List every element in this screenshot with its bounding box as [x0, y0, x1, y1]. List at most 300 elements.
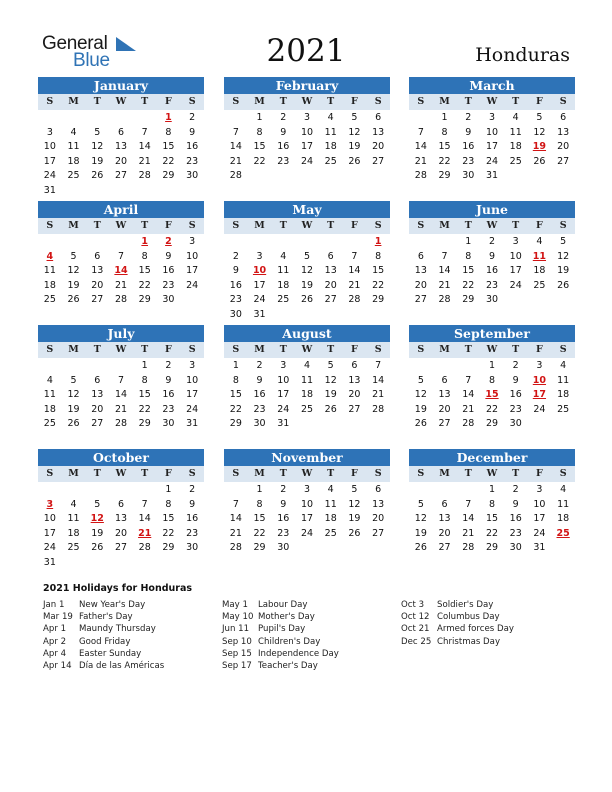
day-cell: 12: [91, 141, 104, 152]
weekday-header: [38, 94, 204, 110]
weekday-label: W: [301, 220, 313, 231]
weekday-header: [224, 466, 390, 482]
holiday-row: [222, 648, 339, 660]
day-cell: 12: [67, 265, 80, 276]
holiday-date: Oct 21: [401, 624, 430, 635]
holiday-row: [222, 636, 339, 648]
day-cell: 19: [67, 279, 80, 291]
day-cell: 30: [162, 418, 175, 429]
day-cell: 2: [465, 112, 472, 123]
day-grid: [409, 111, 575, 184]
day-cell: 11: [277, 265, 290, 276]
empty-day-cell: [409, 111, 433, 126]
day-cell: 2: [189, 112, 196, 123]
day-cell: 8: [165, 126, 172, 138]
day-cell: 7: [117, 250, 125, 262]
day-cell: 22: [253, 527, 266, 539]
day-cell: 23: [162, 279, 175, 291]
empty-day-cell: [319, 235, 343, 250]
empty-day-cell: [433, 359, 457, 374]
weekday-label: T: [93, 344, 101, 355]
holiday-name: Children's Day: [258, 636, 321, 647]
weekday-label: T: [327, 96, 335, 107]
day-cell: 31: [253, 308, 266, 320]
day-cell: 20: [91, 279, 104, 291]
weekday-label: S: [374, 220, 382, 231]
day-cell: 7: [232, 126, 239, 138]
day-cell: 27: [114, 170, 128, 181]
day-cell: 16: [277, 513, 290, 524]
day-cell: 20: [114, 155, 128, 167]
day-cell: 3: [536, 360, 543, 371]
weekday-label: F: [536, 468, 543, 479]
weekday-label: S: [417, 468, 425, 479]
day-cell: 22: [485, 403, 499, 415]
holiday-column: [401, 599, 514, 648]
day-cell: 1: [441, 112, 448, 123]
logo-text-blue: Blue: [73, 50, 110, 71]
weekday-label: W: [115, 96, 127, 107]
holiday-date: Mar 19: [43, 612, 73, 623]
day-cell: 16: [162, 389, 175, 400]
empty-day-cell: [133, 111, 157, 126]
day-cell: 8: [165, 498, 172, 510]
weekday-label: W: [115, 220, 127, 231]
empty-day-cell: [109, 111, 133, 126]
day-cell: 30: [509, 418, 522, 429]
holiday-row: [43, 599, 164, 611]
weekday-label: F: [536, 220, 543, 231]
day-cell: 10: [186, 250, 199, 262]
day-cell: 3: [189, 360, 196, 371]
weekday-label: S: [46, 220, 54, 231]
day-cell: 6: [94, 374, 101, 386]
day-cell: 26: [557, 279, 570, 291]
weekday-label: F: [536, 344, 543, 355]
day-cell: 10: [300, 126, 314, 138]
day-cell: 26: [300, 294, 314, 305]
day-grid: [38, 359, 204, 432]
holiday-row: [401, 611, 514, 623]
day-cell: 13: [348, 374, 361, 386]
month-title: July: [38, 325, 204, 342]
holiday-date: May 10: [222, 612, 254, 623]
day-cell: 9: [512, 374, 519, 386]
day-cell: 12: [324, 374, 337, 386]
day-cell: 7: [465, 374, 472, 386]
day-cell: 15: [372, 265, 385, 276]
holiday-date: Apr 2: [43, 636, 67, 647]
holiday-day-cell: 25: [556, 527, 570, 539]
day-cell: 2: [512, 360, 519, 371]
holiday-date: Oct 3: [401, 600, 425, 610]
holiday-name: Teacher's Day: [258, 660, 318, 671]
weekday-label: T: [464, 468, 472, 479]
day-cell: 11: [43, 389, 56, 400]
day-cell: 23: [485, 279, 499, 291]
weekday-label: S: [46, 96, 54, 107]
holiday-name: Father's Day: [79, 612, 133, 623]
day-cell: 30: [277, 542, 290, 553]
weekday-label: M: [439, 344, 450, 355]
day-cell: 10: [533, 498, 546, 510]
empty-day-cell: [85, 359, 109, 374]
weekday-label: T: [93, 220, 101, 231]
month-april: [38, 201, 204, 308]
day-cell: 2: [512, 484, 519, 495]
day-cell: 16: [509, 513, 522, 524]
holiday-name: New Year's Day: [79, 600, 146, 610]
holiday-day-cell: 4: [46, 250, 54, 262]
holiday-row: [222, 599, 339, 611]
day-cell: 31: [186, 418, 199, 429]
day-cell: 13: [114, 141, 128, 152]
day-cell: 30: [462, 170, 475, 181]
day-cell: 2: [280, 112, 287, 123]
day-cell: 15: [253, 513, 266, 524]
weekday-label: T: [512, 220, 520, 231]
day-cell: 13: [324, 265, 337, 276]
empty-day-cell: [456, 359, 480, 374]
day-cell: 3: [280, 360, 287, 371]
weekday-header: [224, 342, 390, 358]
country-name: Honduras: [475, 44, 570, 66]
day-cell: 29: [438, 170, 451, 181]
day-cell: 10: [43, 141, 56, 152]
day-cell: 28: [114, 294, 128, 305]
day-cell: 12: [533, 126, 546, 138]
day-cell: 13: [91, 389, 104, 400]
day-cell: 30: [509, 542, 522, 553]
empty-day-cell: [62, 235, 86, 250]
day-cell: 16: [162, 265, 175, 276]
day-cell: 19: [414, 527, 427, 539]
day-cell: 11: [43, 265, 56, 276]
month-august: [224, 325, 390, 432]
day-cell: 25: [300, 403, 314, 415]
day-cell: 4: [46, 374, 53, 386]
day-cell: 12: [414, 513, 427, 524]
day-cell: 23: [277, 155, 290, 167]
day-cell: 9: [280, 126, 287, 138]
day-cell: 1: [165, 484, 172, 495]
holiday-day-cell: 1: [165, 112, 172, 123]
day-cell: 13: [414, 265, 427, 276]
day-cell: 5: [417, 498, 424, 510]
day-cell: 21: [348, 279, 361, 291]
day-cell: 15: [138, 265, 151, 276]
day-cell: 31: [43, 184, 56, 196]
empty-day-cell: [433, 483, 457, 498]
weekday-label: T: [141, 96, 149, 107]
weekday-label: W: [486, 344, 498, 355]
day-cell: 10: [277, 374, 290, 386]
weekday-header: [38, 466, 204, 482]
day-cell: 29: [372, 294, 385, 305]
day-cell: 17: [300, 513, 314, 524]
holiday-name: Mother's Day: [258, 612, 315, 623]
weekday-label: S: [232, 468, 240, 479]
day-cell: 18: [67, 155, 80, 167]
day-cell: 15: [438, 141, 451, 152]
day-cell: 20: [372, 141, 385, 152]
day-cell: 22: [229, 403, 242, 415]
holiday-name: Soldier's Day: [437, 600, 494, 610]
empty-day-cell: [38, 483, 62, 498]
day-cell: 11: [557, 374, 570, 386]
month-october: [38, 449, 204, 570]
day-cell: 7: [232, 498, 239, 510]
day-cell: 16: [277, 141, 290, 152]
weekday-label: T: [93, 468, 101, 479]
day-cell: 30: [186, 542, 199, 553]
holiday-date: Oct 12: [401, 612, 430, 623]
weekday-label: S: [188, 344, 196, 355]
holiday-day-cell: 14: [114, 265, 128, 276]
day-cell: 24: [43, 542, 56, 553]
holiday-row: [43, 623, 164, 635]
weekday-label: T: [512, 96, 520, 107]
day-cell: 23: [509, 403, 522, 415]
day-cell: 21: [462, 527, 475, 539]
day-cell: 15: [162, 141, 175, 152]
day-cell: 25: [533, 279, 546, 291]
holiday-name: Armed forces Day: [437, 624, 514, 635]
day-cell: 20: [557, 141, 570, 152]
day-cell: 22: [138, 403, 151, 415]
day-cell: 15: [485, 513, 499, 524]
day-cell: 3: [303, 484, 311, 495]
day-cell: 4: [280, 250, 287, 262]
holiday-row: [401, 623, 514, 635]
weekday-header: [38, 342, 204, 358]
day-cell: 8: [141, 250, 148, 262]
day-cell: 22: [438, 155, 451, 167]
weekday-label: S: [559, 220, 567, 231]
day-cell: 12: [348, 126, 361, 138]
day-cell: 1: [141, 360, 148, 371]
holiday-date: Sep 17: [222, 660, 252, 671]
day-cell: 25: [43, 418, 56, 429]
day-cell: 5: [417, 374, 424, 386]
weekday-header: [409, 342, 575, 358]
day-cell: 6: [117, 498, 125, 510]
day-cell: 30: [186, 170, 199, 181]
holiday-day-cell: 19: [532, 141, 547, 152]
day-cell: 11: [67, 141, 80, 152]
day-cell: 5: [94, 498, 101, 510]
day-cell: 27: [372, 155, 385, 167]
day-cell: 8: [141, 374, 148, 386]
day-cell: 28: [229, 542, 242, 553]
day-cell: 17: [277, 389, 290, 400]
empty-day-cell: [409, 235, 433, 250]
weekday-header: [409, 218, 575, 234]
day-cell: 29: [138, 294, 151, 305]
weekday-label: S: [232, 96, 240, 107]
month-march: [409, 77, 575, 184]
day-cell: 13: [372, 498, 385, 510]
day-cell: 16: [462, 141, 475, 152]
month-title: June: [409, 201, 575, 218]
weekday-label: S: [232, 344, 240, 355]
day-cell: 17: [533, 513, 546, 524]
day-cell: 28: [462, 418, 475, 429]
day-cell: 1: [465, 236, 472, 247]
day-cell: 24: [533, 527, 546, 539]
day-cell: 19: [91, 155, 104, 167]
holiday-row: [43, 611, 164, 623]
weekday-label: S: [559, 96, 567, 107]
day-cell: 14: [138, 141, 151, 152]
day-cell: 24: [485, 155, 499, 167]
day-cell: 26: [414, 418, 427, 429]
weekday-label: F: [351, 96, 358, 107]
day-cell: 13: [557, 126, 570, 138]
weekday-label: T: [464, 344, 472, 355]
day-cell: 24: [186, 403, 199, 415]
day-cell: 23: [186, 155, 199, 167]
holiday-name: Maundy Thursday: [79, 624, 156, 635]
weekday-label: T: [327, 220, 335, 231]
day-cell: 21: [114, 279, 128, 291]
day-cell: 4: [70, 498, 77, 510]
holiday-name: Easter Sunday: [79, 648, 142, 659]
weekday-label: M: [254, 220, 265, 231]
day-cell: 19: [348, 513, 361, 524]
calendar-year: 2021: [266, 33, 346, 69]
day-cell: 8: [375, 250, 382, 262]
day-cell: 13: [114, 513, 128, 524]
day-cell: 26: [324, 403, 337, 415]
day-cell: 18: [557, 389, 570, 400]
day-cell: 30: [485, 294, 499, 305]
day-cell: 28: [414, 170, 427, 181]
day-cell: 25: [277, 294, 290, 305]
day-cell: 5: [536, 112, 543, 123]
day-cell: 29: [253, 542, 266, 553]
weekday-label: S: [559, 344, 567, 355]
day-cell: 15: [253, 141, 266, 152]
day-cell: 25: [557, 403, 570, 415]
day-cell: 6: [441, 374, 448, 386]
day-cell: 7: [465, 498, 472, 510]
day-cell: 20: [372, 513, 385, 524]
empty-day-cell: [456, 483, 480, 498]
holiday-name: Columbus Day: [437, 612, 500, 623]
holiday-row: [401, 636, 514, 648]
day-cell: 6: [417, 250, 424, 262]
day-cell: 5: [327, 360, 334, 371]
day-cell: 8: [488, 374, 496, 386]
empty-day-cell: [295, 235, 319, 250]
weekday-label: S: [46, 344, 54, 355]
day-cell: 25: [67, 170, 80, 181]
holiday-day-cell: 21: [138, 527, 152, 539]
day-cell: 18: [43, 403, 56, 415]
day-cell: 21: [414, 155, 427, 167]
empty-day-cell: [38, 359, 62, 374]
day-cell: 7: [441, 250, 448, 262]
day-cell: 7: [375, 360, 382, 371]
month-title: August: [224, 325, 390, 342]
month-november: [224, 449, 390, 556]
day-cell: 29: [485, 418, 499, 429]
day-cell: 20: [438, 527, 451, 539]
day-cell: 20: [414, 279, 427, 291]
empty-day-cell: [85, 235, 109, 250]
weekday-header: [224, 218, 390, 234]
weekday-label: M: [439, 468, 450, 479]
day-cell: 9: [488, 250, 496, 262]
day-cell: 22: [485, 527, 499, 539]
day-cell: 26: [533, 155, 546, 167]
day-cell: 16: [186, 513, 199, 524]
day-cell: 24: [253, 294, 266, 305]
day-cell: 4: [70, 126, 77, 138]
day-cell: 2: [256, 360, 263, 371]
day-cell: 8: [465, 250, 472, 262]
day-cell: 9: [189, 126, 196, 138]
day-cell: 11: [300, 374, 314, 386]
day-cell: 6: [375, 484, 382, 495]
day-cell: 26: [414, 542, 427, 553]
day-cell: 14: [462, 513, 475, 524]
weekday-label: S: [374, 96, 382, 107]
day-cell: 18: [324, 513, 337, 524]
day-cell: 20: [438, 403, 451, 415]
day-cell: 4: [303, 360, 311, 371]
day-cell: 4: [536, 236, 543, 247]
weekday-label: T: [512, 468, 520, 479]
day-cell: 9: [512, 498, 519, 510]
day-cell: 5: [70, 374, 77, 386]
weekday-label: M: [439, 220, 450, 231]
month-title: January: [38, 77, 204, 94]
day-cell: 1: [488, 360, 496, 371]
day-cell: 3: [46, 126, 53, 138]
holiday-day-cell: 10: [252, 265, 267, 276]
day-cell: 3: [536, 484, 543, 495]
weekday-label: W: [301, 344, 313, 355]
day-cell: 22: [162, 527, 175, 539]
day-cell: 8: [256, 498, 263, 510]
month-june: [409, 201, 575, 308]
day-cell: 21: [372, 389, 385, 400]
weekday-label: W: [301, 468, 313, 479]
day-cell: 18: [533, 265, 546, 276]
day-cell: 28: [348, 294, 361, 305]
day-cell: 10: [300, 498, 314, 510]
day-cell: 1: [232, 360, 239, 371]
weekday-header: [38, 218, 204, 234]
day-cell: 9: [189, 498, 196, 510]
day-cell: 28: [114, 418, 128, 429]
day-cell: 8: [256, 126, 263, 138]
weekday-label: W: [115, 468, 127, 479]
holiday-day-cell: 1: [374, 236, 382, 247]
day-cell: 25: [324, 527, 337, 539]
weekday-label: M: [68, 220, 79, 231]
day-cell: 15: [162, 513, 175, 524]
holiday-date: Jun 11: [222, 624, 250, 635]
month-title: December: [409, 449, 575, 466]
day-cell: 16: [253, 389, 266, 400]
weekday-label: M: [254, 468, 265, 479]
day-cell: 14: [138, 513, 151, 524]
day-cell: 22: [162, 155, 175, 167]
day-cell: 28: [229, 170, 242, 181]
